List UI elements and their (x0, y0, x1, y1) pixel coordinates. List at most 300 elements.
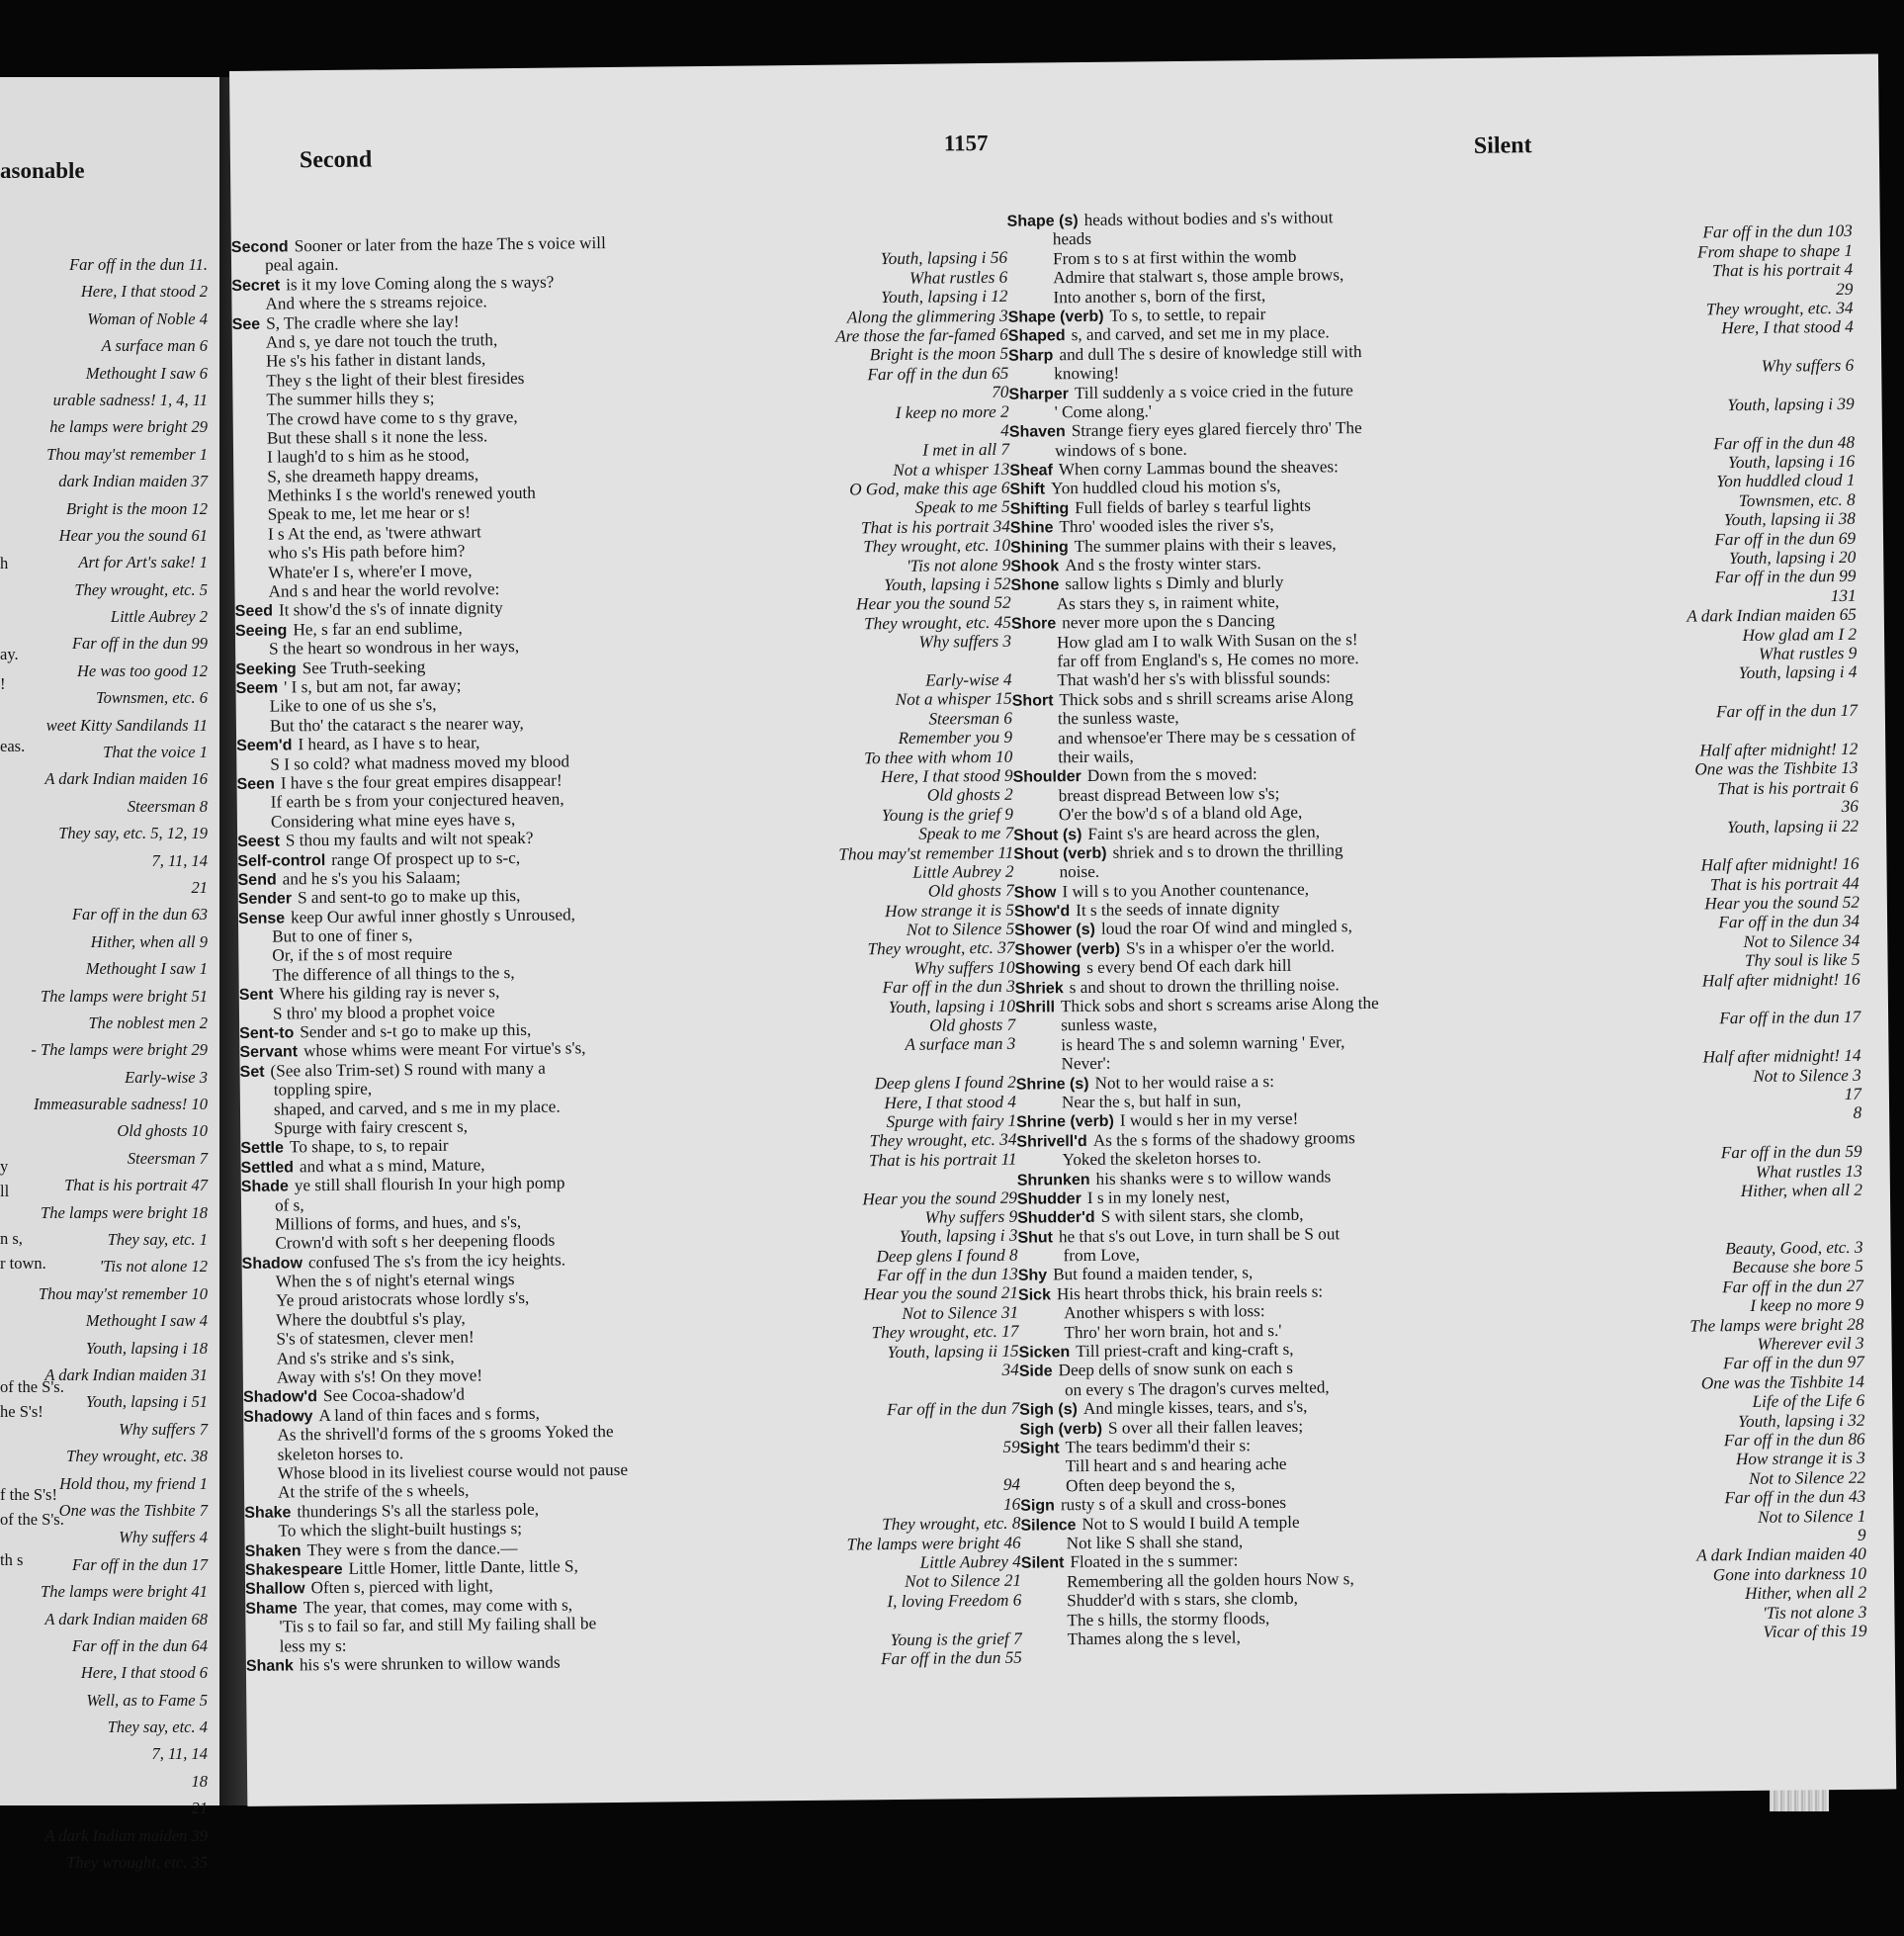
entry-quotation: Spurge with fairy crescent s, (274, 1116, 469, 1138)
entry-quotation: shriek and s to drown the thrilling (1112, 840, 1343, 862)
previous-page-reference: weet Kitty Sandilands 11 (45, 715, 208, 735)
entry-source: The lamps were bright 28 (1689, 1314, 1864, 1336)
entry-source: Are those the far-famed 6 (835, 324, 1008, 346)
entry-source: Here, I that stood 9 (880, 765, 1013, 787)
entry-source: Far off in the dun 34 (1718, 912, 1861, 932)
previous-page-reference: Little Aubrey 2 (110, 607, 208, 627)
entry-source: Far off in the dun 27 (1722, 1276, 1864, 1297)
entry-keyword: Secret (231, 277, 281, 295)
entry-text (265, 255, 339, 275)
entry-text (246, 1652, 561, 1676)
entry-text (278, 1519, 522, 1540)
previous-page-edge-word: ay. (0, 645, 19, 663)
entry-text (272, 963, 514, 985)
previous-page-reference: Woman of Noble 4 (87, 308, 208, 328)
entry-quotation: The summer plains with their s leaves, (1074, 533, 1337, 556)
entry-text (1066, 1474, 1236, 1495)
previous-page-edge-word: th s (0, 1550, 24, 1569)
entry-quotation: See Cocoa-shadow'd (322, 1385, 466, 1406)
previous-page-reference: 21 (191, 877, 208, 897)
entry-keyword: Seeking (235, 660, 297, 678)
entry-source: Hither, when all 2 (1744, 1582, 1867, 1604)
entry-source: That is his portrait 6 (1717, 777, 1859, 798)
previous-page-reference: Art for Art's sake! 1 (78, 553, 208, 572)
entry-source: Vicar of this 19 (1763, 1621, 1867, 1641)
entry-quotation: Full fields of barley s tearful lights (1075, 495, 1311, 517)
entry-quotation: windows of s bone. (1054, 439, 1187, 460)
entry-source: Old ghosts 7 (927, 881, 1014, 901)
previous-page-reference: They wrought, etc. 35 (66, 1853, 208, 1872)
entry-source: Youth, lapsing ii 15 (887, 1341, 1019, 1362)
previous-page-reference: Immeasurable sadness! 10 (34, 1095, 208, 1114)
entry-keyword: Send (237, 871, 277, 889)
entry-keyword: Sigh (s) (1019, 1401, 1078, 1419)
entry-text (267, 426, 488, 448)
entry-quotation: Admire that stalwart s, those ample brows, (1053, 265, 1344, 288)
entry-quotation: When the s of night's eternal wings (275, 1270, 515, 1291)
entry-source: How strange it is 3 (1735, 1449, 1865, 1469)
entry-text (1067, 1532, 1244, 1552)
entry-source: Not to Silence 34 (1743, 930, 1861, 951)
entry-quotation: and what a s mind, Mature, (299, 1155, 485, 1177)
previous-page-reference: They wrought, etc. 5 (74, 579, 208, 599)
entry-source: Far off in the dun 48 (1713, 432, 1856, 453)
entry-source: Young is the grief 9 (881, 804, 1014, 825)
entry-quotation: their wails, (1058, 747, 1134, 767)
previous-page-reference: urable sadness! 1, 4, 11 (52, 390, 208, 409)
entry-quotation: I laugh'd to s him as he stood, (266, 445, 470, 467)
entry-source: Half after midnight! 16 (1701, 969, 1861, 991)
entry-source: Far off in the dun 65 (867, 363, 1009, 384)
previous-page-header: asonable (0, 158, 85, 183)
entry-source: Far off in the dun 59 (1720, 1141, 1862, 1163)
entry-text (1061, 1054, 1110, 1074)
entry-quotation: S and sent-to go to make up this, (297, 886, 521, 908)
entry-keyword: Shaped (1007, 327, 1066, 346)
previous-page-reference: Far off in the dun 63 (71, 905, 208, 924)
entry-quotation: Shudder'd with s stars, she clomb, (1067, 1588, 1299, 1611)
entry-source: Here, I that stood 4 (1721, 317, 1854, 338)
entry-text (1067, 1589, 1298, 1611)
entry-quotation: Till heart and s and hearing ache (1065, 1454, 1287, 1476)
entry-quotation: From s to s at first within the womb (1052, 246, 1297, 269)
entry-quotation: I would s her in my verse! (1119, 1109, 1299, 1130)
entry-keyword: Seeing (234, 622, 288, 640)
entry-text (267, 406, 518, 428)
entry-quotation: whose whims were meant For virtue's s's, (303, 1038, 586, 1061)
entry-source: Not a whisper 15 (895, 689, 1012, 710)
entry-source: Not to Silence 1 (1757, 1506, 1866, 1527)
entry-quotation: I have s the four great empires disappear! (280, 770, 563, 793)
entry-keyword: Show (1013, 883, 1057, 902)
entry-quotation: s every bend Of each dark hill (1086, 956, 1292, 978)
entry-text (1067, 1609, 1269, 1630)
entry-source: That is his portrait 44 (1709, 873, 1860, 895)
entry-quotation: Strange fiery eyes glared fiercely thro' The (1071, 418, 1362, 441)
previous-page-edge-word: eas. (0, 737, 26, 755)
previous-page-reference: Why suffers 7 (119, 1419, 208, 1439)
entry-source: Why suffers 6 (1761, 355, 1855, 376)
entry-source: Hither, when all 2 (1740, 1180, 1863, 1200)
entry-keyword: Sender (237, 890, 293, 909)
entry-text (1055, 440, 1187, 461)
entry-quotation: ' I s, but am not, far away; (284, 675, 462, 697)
entry-text (1054, 364, 1119, 384)
previous-page (0, 77, 219, 1872)
entry-quotation: Whate'er I s, where'er I move, (268, 561, 473, 582)
entry-quotation: who s's His path before him? (268, 541, 466, 563)
previous-page-reference: The noblest men 2 (88, 1012, 208, 1032)
entry-quotation: The s hills, the stormy floods, (1067, 1608, 1270, 1629)
entry-source: Far off in the dun 86 (1723, 1429, 1865, 1451)
entry-keyword: Shame (245, 1600, 298, 1618)
entry-quotation: As the s forms of the shadowy grooms (1092, 1127, 1355, 1150)
previous-page-reference: One was the Tishbite 7 (58, 1500, 208, 1520)
entry-quotation: And s's strike and s's sink, (276, 1347, 455, 1368)
entry-source: 'Tis not alone 3 (1762, 1602, 1867, 1623)
entry-source: Youth, lapsing i 3 (899, 1226, 1018, 1247)
entry-quotation: The tears bedimm'd their s: (1065, 1436, 1252, 1457)
previous-page-reference: - The lamps were bright 29 (31, 1040, 208, 1060)
entry-source: Speak to me 5 (914, 497, 1010, 518)
entry-quotation: Sooner or later from the haze The s voice will (294, 233, 606, 256)
entry-quotation: And mingle kisses, tears, and s's, (1082, 1396, 1308, 1419)
entry-quotation: Floated in the s summer: (1070, 1550, 1239, 1572)
entry-quotation: His heart throbs thick, his brain reels s: (1056, 1281, 1324, 1304)
previous-page-reference: Bright is the moon 12 (66, 498, 208, 518)
entry-text (1068, 1628, 1241, 1648)
entry-quotation: keep Our awful inner ghostly s Unroused, (291, 905, 576, 927)
entry-quotation: S over all their fallen leaves; (1107, 1416, 1304, 1438)
entry-source: How glad am I 2 (1742, 624, 1858, 645)
entry-keyword: Sent (238, 986, 274, 1005)
entry-source: They wrought, etc. 10 (863, 536, 1011, 557)
entry-quotation: That wash'd her s's with blissful sounds: (1057, 667, 1332, 690)
previous-page-reference: They say, etc. 5, 12, 19 (58, 824, 208, 843)
entry-source: 34 (1001, 1360, 1019, 1379)
entry-quotation: noise. (1059, 862, 1100, 882)
entry-quotation: less my s: (279, 1635, 347, 1656)
page-number: 1157 (943, 130, 989, 156)
entry-quotation: At the strife of the s wheels, (277, 1480, 470, 1502)
entry-text (274, 1117, 468, 1138)
previous-page-reference: Old ghosts 10 (117, 1121, 208, 1141)
entry-quotation: Never': (1061, 1053, 1111, 1074)
entry-source: Along the glimmering 3 (846, 306, 1008, 327)
entry-quotation: As the shrivell'd forms of the s grooms Yoked the (277, 1422, 614, 1445)
entry-keyword: Seen (236, 775, 275, 793)
entry-quotation: I will s to you Another countenance, (1062, 879, 1310, 901)
previous-page-reference: Steersman 7 (127, 1148, 208, 1168)
entry-source: Thou may'st remember 11 (838, 842, 1014, 864)
previous-page-reference: They say, etc. 4 (107, 1717, 208, 1737)
entry-text (1061, 1015, 1158, 1035)
entry-quotation: Thick sobs and s shrill screams arise Along (1059, 686, 1353, 710)
entry-quotation: and he s's you his Salaam; (282, 867, 461, 889)
entry-source: Youth, lapsing i 52 (884, 573, 1011, 595)
entry-keyword: Settled (240, 1159, 295, 1177)
previous-page-reference: Townsmen, etc. 6 (95, 688, 208, 708)
entry-keyword: Shudder (1016, 1189, 1082, 1208)
previous-page-reference: Here, I that stood 2 (80, 282, 208, 302)
entry-text (275, 1195, 304, 1215)
entry-quotation: toppling spire, (273, 1079, 373, 1100)
previous-page-reference: Far off in the dun 17 (71, 1554, 208, 1574)
entry-source: O God, make this age 6 (849, 478, 1010, 499)
entry-quotation: He, s far an end sublime, (293, 618, 463, 640)
entry-source: They wrought, etc. 45 (864, 612, 1011, 634)
entry-text (273, 1002, 495, 1023)
entry-source: Spurge with fairy 1 (886, 1110, 1017, 1132)
entry-keyword: Self-control (237, 851, 326, 870)
entry-keyword: Shank (245, 1657, 294, 1675)
entry-quotation: He s's his father in distant lands, (265, 349, 486, 371)
entry-text (1053, 286, 1265, 308)
entry-source: That is his portrait 4 (1711, 259, 1854, 281)
entry-keyword: Set (239, 1063, 265, 1081)
entry-source: They wrought, etc. 37 (867, 938, 1015, 959)
previous-page-reference: A surface man 6 (101, 336, 208, 356)
entry-source: 4 (1000, 420, 1009, 440)
entry-source: Remember you 9 (898, 727, 1013, 748)
entry-quotation: Not like S shall she stand, (1066, 1532, 1244, 1553)
entry-quotation: thunderings S's all the starless pole, (297, 1499, 540, 1522)
entry-quotation: Or, if the s of most require (272, 944, 453, 966)
entry-source: Speak to me 7 (918, 823, 1014, 843)
entry-quotation: Thames along the s level, (1067, 1628, 1241, 1649)
entry-quotation: rusty s of a skull and cross-bones (1060, 1493, 1287, 1515)
entry-text (272, 925, 412, 946)
entry-source: A surface man 3 (905, 1034, 1016, 1055)
previous-page-reference: A dark Indian maiden 16 (44, 769, 208, 789)
entry-keyword: Shaken (244, 1541, 302, 1560)
previous-page-edge-word: h (0, 554, 9, 572)
entry-keyword: Sharp (1007, 347, 1054, 365)
previous-page-reference: Well, as to Fame 5 (86, 1690, 208, 1710)
entry-text (276, 1270, 515, 1291)
entry-keyword: Shook (1010, 558, 1060, 575)
entry-quotation: s, and carved, and set me in my place. (1071, 322, 1330, 345)
entry-quotation: Yon huddled cloud his motion s's, (1050, 477, 1281, 498)
entry-source: Youth, lapsing ii 22 (1726, 816, 1860, 836)
entry-quotation: And where the s streams rejoice. (265, 292, 487, 313)
entry-quotation: 'Tis s to fail so far, and still My failing shall be (279, 1614, 597, 1636)
previous-page-reference: A dark Indian maiden 39 (44, 1825, 208, 1845)
previous-page-reference: Youth, lapsing i 18 (85, 1338, 208, 1358)
entry-source: Hear you the sound 52 (1704, 892, 1860, 914)
entry-quotation: It s the seeds of innate dignity (1076, 898, 1280, 921)
entry-quotation: To which the slight-built hustings s; (278, 1519, 523, 1540)
entry-source: Early-wise 4 (925, 669, 1012, 690)
entry-source: Far off in the dun 43 (1724, 1486, 1866, 1508)
entry-source: Deep glens I found 2 (874, 1072, 1016, 1094)
header-left-word: Second (299, 146, 373, 174)
entry-source: Half after midnight! 12 (1699, 739, 1859, 760)
entry-quotation: They were s from the dance.— (306, 1538, 518, 1559)
entry-source: They wrought, etc. 34 (869, 1130, 1017, 1151)
entry-text (1064, 1301, 1265, 1323)
previous-page-reference: 21 (191, 1799, 208, 1818)
entry-text (274, 1080, 373, 1100)
entry-quotation: ye still shall flourish In your high pomp (294, 1173, 565, 1195)
entry-text (268, 542, 465, 563)
previous-page-reference: Youth, lapsing i 51 (85, 1392, 208, 1412)
previous-page-edge-word: f the S's! (0, 1485, 57, 1504)
entry-quotation: heads without bodies and s's without (1083, 208, 1334, 229)
previous-page-reference: That the voice 1 (103, 743, 208, 762)
entry-keyword: Shifting (1009, 499, 1070, 518)
entry-quotation: S thou my faults and wilt not speak? (285, 828, 534, 850)
entry-text (1059, 803, 1302, 825)
entry-source: 36 (1841, 796, 1859, 817)
entry-source: Youth, lapsing i 4 (1738, 662, 1858, 683)
entry-keyword: Shallow (244, 1580, 305, 1599)
entry-quotation: I s At the end, as 'twere athwart (267, 522, 481, 544)
previous-page-edge-word: ! (0, 674, 6, 693)
entry-quotation: Away with s's! On they move! (276, 1365, 483, 1387)
entry-source: One was the Tishbite 14 (1700, 1371, 1865, 1393)
previous-page-reference: 18 (191, 1771, 208, 1791)
entry-source: Far off in the dun 17 (1716, 700, 1858, 722)
entry-keyword: Silent (1020, 1554, 1065, 1573)
entry-quotation: (See also Trim-set) S round with many a (270, 1058, 546, 1081)
entry-quotation: Not to her would raise a s: (1094, 1071, 1275, 1093)
entry-quotation: Crown'd with soft s her deepening floods (275, 1230, 556, 1253)
entry-quotation: skeleton horses to. (277, 1443, 404, 1464)
entry-keyword: Shower (s) (1014, 922, 1096, 940)
entry-text (270, 714, 524, 736)
entry-quotation: confused The s's from the icy heights. (307, 1250, 566, 1272)
entry-quotation: How glad am I to walk With Susan on the s! (1056, 629, 1358, 652)
entry-text (277, 1347, 455, 1367)
entry-source: What rustles 9 (1758, 643, 1858, 663)
entry-text (267, 446, 470, 468)
entry-keyword: Shine (1009, 519, 1054, 538)
entry-source: 59 (1002, 1437, 1020, 1456)
entry-quotation: knowing! (1054, 363, 1120, 384)
entry-quotation: is heard The s and solemn warning ' Ever, (1061, 1032, 1345, 1055)
entry-text (268, 561, 472, 582)
entry-quotation: Often s, pierced with light, (310, 1576, 493, 1598)
entry-quotation: And s the frosty winter stars. (1065, 554, 1261, 575)
entry-keyword: Shape (verb) (1007, 308, 1104, 326)
entry-source: Far off in the dun 99 (1714, 567, 1857, 587)
entry-quotation: far off from England's s, He comes no more. (1057, 649, 1359, 671)
entry-text (270, 695, 437, 716)
entry-text (1053, 246, 1297, 268)
entry-keyword: Shrill (1014, 999, 1056, 1016)
entry-quotation: To shape, to s, to repair (289, 1136, 449, 1157)
entry-keyword: Shaven (1008, 423, 1066, 442)
entry-source: Not to Silence 22 (1748, 1467, 1866, 1488)
previous-page-reference: Far off in the dun 99 (71, 634, 208, 654)
entry-quotation: The summer hills they s; (266, 388, 435, 409)
column-left (231, 229, 1022, 1675)
entry-text (277, 1365, 482, 1387)
previous-page-reference: 7, 11, 14 (151, 850, 208, 870)
entry-text (266, 330, 498, 352)
previous-page-reference: The lamps were bright 41 (41, 1582, 208, 1602)
entry-keyword: Shriek (1014, 979, 1064, 998)
entry-quotation: Methinks I s the world's renewed youth (267, 483, 536, 505)
entry-source: Half after midnight! 14 (1702, 1045, 1861, 1067)
entry-quotation: of s, (274, 1194, 304, 1215)
entry-source: Youth, lapsing i 16 (1727, 451, 1856, 473)
entry-text (1063, 1246, 1140, 1266)
entry-keyword: Shining (1010, 538, 1069, 557)
entry-quotation: Not to S would I build A temple (1082, 1512, 1300, 1534)
entry-keyword: Shift (1009, 481, 1046, 499)
entry-text (268, 579, 499, 601)
entry-quotation: Little Homer, little Dante, little S, (348, 1556, 578, 1578)
entry-quotation: ' Come along.' (1054, 401, 1153, 422)
entry-source: What rustles 6 (909, 267, 1008, 288)
previous-page-reference: 7, 11, 14 (151, 1744, 208, 1764)
entry-source: The lamps were bright 46 (846, 1533, 1021, 1554)
entry-quotation: S thro' my blood a prophet voice (272, 1001, 495, 1023)
entry-quotation: Considering what mine eyes have s, (270, 809, 516, 832)
entry-quotation: the sunless waste, (1057, 708, 1179, 729)
entry-quotation: breast dispread Between low s's; (1058, 783, 1280, 805)
entry-source: Far off in the dun 69 (1714, 528, 1857, 549)
previous-page-reference: Why suffers 4 (119, 1528, 208, 1547)
entry-text (1057, 592, 1280, 614)
entry-source: Wherever evil 3 (1757, 1333, 1864, 1354)
entry-source: Hear you the sound 29 (862, 1188, 1018, 1208)
entry-source: Old ghosts 7 (929, 1014, 1016, 1035)
entry-source: Gone into darkness 10 (1712, 1563, 1867, 1585)
entry-quotation: Deep dells of snow sunk on each s (1058, 1359, 1293, 1380)
previous-page-reference: They say, etc. 1 (107, 1230, 208, 1250)
entry-quotation: I heard, as I have s to hear, (298, 733, 480, 754)
entry-keyword: Shade (240, 1178, 289, 1196)
entry-text (269, 637, 519, 659)
entry-keyword: Silence (1020, 1516, 1077, 1535)
entry-keyword: Shoulder (1012, 768, 1082, 787)
entry-quotation: Into another s, born of the first, (1053, 285, 1266, 307)
previous-page-edge-word: of the S's. (0, 1510, 64, 1529)
entry-quotation: Faint s's are heard across the glen, (1087, 821, 1321, 843)
entry-keyword: Settle (240, 1139, 285, 1158)
entry-text (1053, 229, 1091, 249)
previous-page-edge-word: ll (0, 1182, 10, 1200)
entry-text (1058, 708, 1179, 729)
entry-keyword: Shrine (verb) (1016, 1113, 1114, 1132)
previous-page-reference: Hear you the sound 61 (58, 525, 208, 545)
entry-keyword: Shout (verb) (1013, 844, 1107, 863)
entry-keyword: Servant (239, 1043, 299, 1062)
entry-source: Far off in the dun 17 (1719, 1008, 1861, 1028)
entry-keyword: Shower (verb) (1014, 940, 1121, 959)
entry-quotation: and dull The s desire of knowledge still with (1059, 341, 1362, 364)
entry-quotation: The year, that comes, may come with s, (303, 1595, 573, 1618)
entry-text (266, 350, 485, 372)
entry-source: Youth, lapsing i 10 (888, 996, 1016, 1016)
entry-quotation: Thro' her worn brain, hot and s.' (1064, 1320, 1282, 1342)
previous-page-edge-word: n s, (0, 1229, 23, 1248)
previous-page-reference: They wrought, etc. 38 (66, 1447, 208, 1466)
entry-keyword: Sharper (1008, 385, 1070, 403)
entry-quotation: his shanks were s to willow wands (1095, 1166, 1332, 1188)
entry-text (271, 810, 515, 832)
entry-quotation: Down from the s moved: (1086, 764, 1257, 786)
entry-quotation: S's in a whisper o'er the world. (1125, 936, 1336, 958)
entry-quotation: But to one of finer s, (272, 925, 413, 946)
entry-keyword: Sense (237, 910, 286, 927)
entry-quotation: S, she dreameth happy dreams, (267, 465, 479, 486)
previous-page-reference: That is his portrait 47 (64, 1176, 208, 1195)
entry-source: Far off in the dun 97 (1722, 1353, 1864, 1373)
